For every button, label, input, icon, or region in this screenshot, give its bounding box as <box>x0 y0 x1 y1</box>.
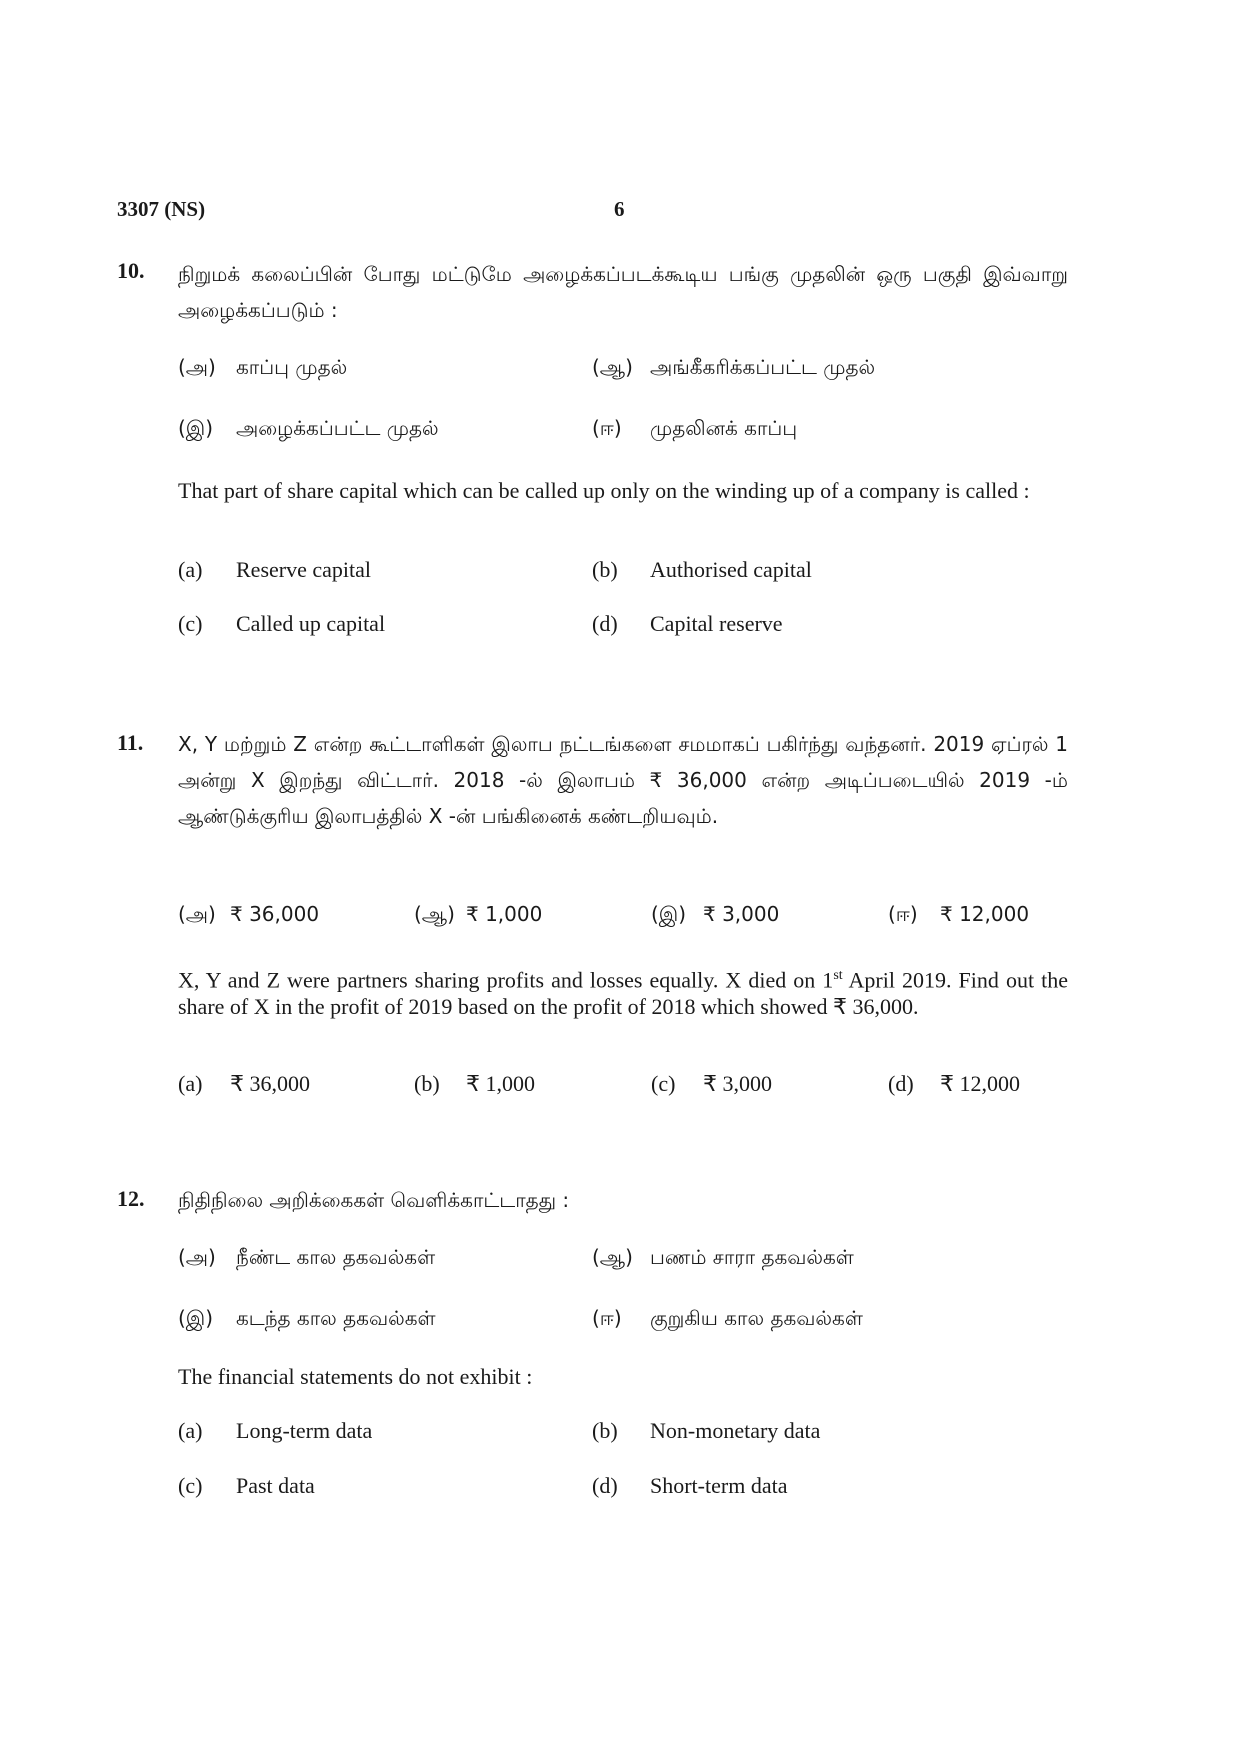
option-text: ₹ 12,000 <box>940 902 1030 926</box>
option-text: அழைக்கப்பட்ட முதல் <box>236 416 439 440</box>
question-12-english-text: The financial statements do not exhibit : <box>178 1364 533 1389</box>
question-10-number: 10. <box>117 258 145 283</box>
option-label: (c) <box>178 1473 203 1498</box>
question-10-tamil-text: நிறுமக் கலைப்பின் போது மட்டுமே அழைக்கப்படக்கூடிய பங்கு முதலின் ஒரு பகுதி இவ்வாறு அழைக்கப்படும் : <box>178 262 1068 322</box>
option-text: Authorised capital <box>650 557 812 582</box>
option-label: (c) <box>651 1071 676 1096</box>
option-text: அங்கீகரிக்கப்பட்ட முதல் <box>650 355 876 379</box>
option-label: (ஆ) <box>592 355 633 379</box>
option-label: (ஈ) <box>888 902 918 926</box>
option-text: ₹ 1,000 <box>466 902 543 926</box>
option-text: Long-term data <box>236 1418 373 1443</box>
question-12-tamil-option-b <box>592 1245 854 1272</box>
question-10-tamil-option-d <box>592 416 797 443</box>
question-12-english-option-a <box>178 1418 372 1444</box>
question-11-tamil-option-c <box>651 902 779 929</box>
question-12-tamil-option-a <box>178 1245 435 1272</box>
option-label: (a) <box>178 1071 203 1096</box>
option-text: Capital reserve <box>650 611 783 636</box>
option-label: (c) <box>178 611 203 636</box>
question-11-english-option-a <box>178 1071 310 1097</box>
question-12-english-option-c <box>178 1473 315 1499</box>
option-text: ₹ 12,000 <box>940 1071 1020 1096</box>
option-label: (b) <box>592 557 618 582</box>
question-11-tamil-option-b <box>414 902 542 929</box>
question-11-english-option-d <box>888 1071 1020 1097</box>
question-11-tamil-text: X, Y மற்றும் Z என்ற கூட்டாளிகள் இலாப நட்டங்களை சமமாகப் பகிர்ந்து வந்தனர். 2019 ஏப்ரல் 1 அன்று X இறந்து விட்டார். 2018 -ல் இலாபம் ₹ 36,000 என்ற அடிப்படையில் 2019 -ம் ஆண்டுக்குரிய இலாபத்தில் X -ன் பங்கினைக் கண்டறியவும். <box>178 732 1068 828</box>
question-11-english-option-b <box>414 1071 535 1097</box>
option-label: (ஈ) <box>592 1306 622 1330</box>
question-11-english-text-part1: X, Y and Z were partners sharing profits and losses equally. X died on 1 <box>178 967 834 993</box>
option-label: (இ) <box>651 902 687 926</box>
option-text: Called up capital <box>236 611 386 636</box>
question-10-english-option-a <box>178 557 371 583</box>
option-text: கடந்த கால தகவல்கள் <box>236 1306 436 1330</box>
question-10-english-option-d <box>592 611 783 637</box>
question-11-english-text <box>178 962 1068 1020</box>
question-10-english-text: That part of share capital which can be called up only on the winding up of a company is called : <box>178 478 1030 503</box>
option-label: (ஈ) <box>592 416 622 440</box>
option-label: (ஆ) <box>414 902 455 926</box>
option-label: (d) <box>592 611 618 636</box>
option-text: நீண்ட கால தகவல்கள் <box>236 1245 436 1269</box>
option-text: ₹ 3,000 <box>703 902 780 926</box>
question-12-english-option-d <box>592 1473 787 1499</box>
ordinal-suffix: st <box>833 968 843 983</box>
option-text: ₹ 36,000 <box>230 902 320 926</box>
option-text: முதலினக் காப்பு <box>650 416 798 440</box>
option-label: (அ) <box>178 902 216 926</box>
question-11-english-text-part2: April 2019. Find out the share of X in the profit of 2019 based on the profit of 2018 which showed ₹ 36,000. <box>178 967 1068 1020</box>
question-12-number: 12. <box>117 1186 145 1211</box>
option-label: (b) <box>414 1071 440 1096</box>
question-12-english-option-b <box>592 1418 820 1444</box>
option-text: Short-term data <box>650 1473 788 1498</box>
option-label: (ஆ) <box>592 1245 633 1269</box>
question-11-english-option-c <box>651 1071 772 1097</box>
option-text: குறுகிய கால தகவல்கள் <box>650 1306 863 1330</box>
option-label: (a) <box>178 1418 203 1443</box>
option-label: (d) <box>592 1473 618 1498</box>
option-text: ₹ 36,000 <box>230 1071 310 1096</box>
question-10-english-option-b <box>592 557 812 583</box>
option-text: Non-monetary data <box>650 1418 821 1443</box>
question-11-number: 11. <box>117 730 144 755</box>
option-text: Past data <box>236 1473 315 1498</box>
question-12-tamil-option-c <box>178 1306 436 1333</box>
paper-code: 3307 (NS) <box>117 197 206 221</box>
option-text: காப்பு முதல் <box>236 355 348 379</box>
option-label: (a) <box>178 557 203 582</box>
question-12-tamil-option-d <box>592 1306 863 1333</box>
question-10-tamil-option-a <box>178 355 347 382</box>
option-text: ₹ 1,000 <box>466 1071 535 1096</box>
option-text: பணம் சாரா தகவல்கள் <box>650 1245 854 1269</box>
option-label: (அ) <box>178 355 216 379</box>
question-11-tamil-option-a <box>178 902 319 929</box>
option-label: (இ) <box>178 1306 214 1330</box>
question-10-english-option-c <box>178 611 385 637</box>
question-10-tamil-option-b <box>592 355 875 382</box>
question-12-tamil-text: நிதிநிலை அறிக்கைகள் வெளிக்காட்டாதது : <box>178 1188 570 1212</box>
page-number: 6 <box>614 197 625 221</box>
option-label: (b) <box>592 1418 618 1443</box>
option-text: ₹ 3,000 <box>703 1071 772 1096</box>
option-label: (அ) <box>178 1245 216 1269</box>
option-text: Reserve capital <box>236 557 371 582</box>
question-11-tamil-option-d <box>888 902 1029 929</box>
question-10-tamil-option-c <box>178 416 439 443</box>
option-label: (d) <box>888 1071 914 1096</box>
option-label: (இ) <box>178 416 214 440</box>
